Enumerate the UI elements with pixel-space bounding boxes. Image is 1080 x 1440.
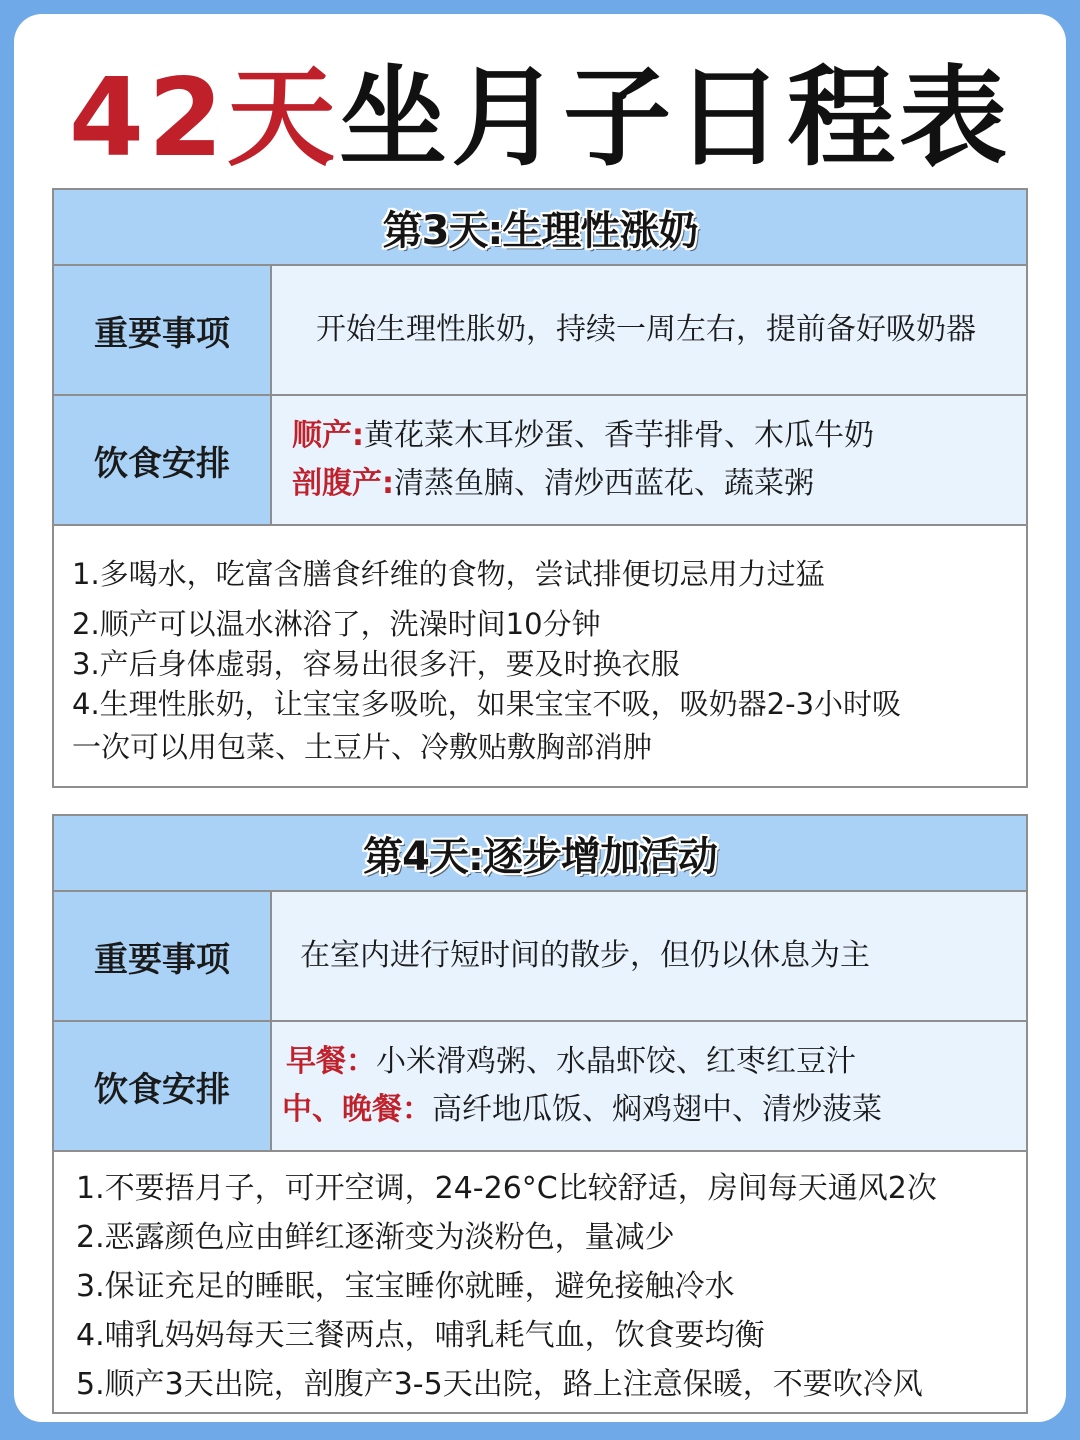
- diet-text: 高纤地瓜饭、焖鸡翅中、清炒菠菜: [432, 1092, 882, 1127]
- day-4-diet-label: 饮食安排: [54, 1022, 272, 1150]
- day-4-note-2: 2.恶露颜色应由鲜红逐渐变为淡粉色，量减少: [76, 1220, 675, 1255]
- day-4-card: [52, 814, 1028, 1414]
- page-title-days: 42天: [68, 56, 340, 181]
- day-3-diet-line-1: [292, 412, 1026, 460]
- day-4-diet-content: [272, 1022, 1026, 1150]
- diet-key: 剖腹产:: [292, 466, 394, 501]
- day-4-important-label: 重要事项: [54, 892, 272, 1020]
- day-4-note-3: 3.保证充足的睡眠，宝宝睡你就睡，避免接触冷水: [76, 1269, 735, 1304]
- day-3-diet-label: 饮食安排: [54, 396, 272, 524]
- day-4-note-4: 4.哺乳妈妈每天三餐两点，哺乳耗气血，饮食要均衡: [76, 1318, 765, 1353]
- day-4-notes: [54, 1152, 1026, 1409]
- diet-key: 顺产:: [292, 418, 364, 453]
- page-title: [14, 54, 1066, 184]
- diet-text: 清蒸鱼腩、清炒西蓝花、蔬菜粥: [394, 466, 814, 501]
- diet-key: 早餐：: [286, 1044, 376, 1079]
- day-3-note-2: 2.顺产可以温水淋浴了，洗澡时间10分钟: [72, 607, 601, 641]
- day-3-diet-content: [272, 396, 1026, 524]
- day-3-diet-line-2: [292, 460, 1026, 508]
- day-4-diet-line-1: [282, 1038, 1026, 1086]
- day-4-important-row: [54, 892, 1026, 1022]
- diet-key: 中、晚餐：: [282, 1092, 432, 1127]
- day-4-heading-bar: [54, 816, 1026, 892]
- day-3-heading: 第3天:生理性涨奶: [382, 207, 698, 254]
- day-4-diet-row: [54, 1022, 1026, 1152]
- day-3-notes: [54, 526, 1026, 770]
- day-3-note-4: 4.生理性胀奶，让宝宝多吸吮，如果宝宝不吸，吸奶器2-3小时吸: [72, 687, 902, 721]
- day-4-note-5: 5.顺产3天出院，剖腹产3-5天出院，路上注意保暖，不要吹冷风: [76, 1367, 923, 1402]
- day-4-important-content: [272, 892, 1026, 1020]
- day-4-important-text: 在室内进行短时间的散步，但仍以休息为主: [300, 938, 870, 973]
- page-title-text: 坐月子日程表: [339, 56, 1012, 181]
- day-3-note-3: 3.产后身体虚弱，容易出很多汗，要及时换衣服: [72, 647, 680, 681]
- schedule-page: [14, 14, 1066, 1422]
- day-3-note-1: 1.多喝水，吃富含膳食纤维的食物，尝试排便切忌用力过猛: [72, 557, 825, 591]
- day-4-diet-line-2: [282, 1086, 1026, 1134]
- day-3-card: [52, 188, 1028, 788]
- day-3-important-row: [54, 266, 1026, 396]
- day-3-important-label: 重要事项: [54, 266, 272, 394]
- day-4-heading: 第4天:逐步增加活动: [363, 833, 717, 880]
- diet-text: 小米滑鸡粥、水晶虾饺、红枣红豆汁: [376, 1044, 856, 1079]
- day-3-diet-row: [54, 396, 1026, 526]
- day-3-important-text: 开始生理性胀奶，持续一周左右，提前备好吸奶器: [316, 312, 976, 347]
- day-4-note-1: 1.不要捂月子，可开空调，24-26°C比较舒适，房间每天通风2次: [76, 1171, 937, 1206]
- day-3-note-4-continued: 一次可以用包菜、土豆片、冷敷贴敷胸部消肿: [72, 730, 653, 764]
- day-3-important-content: [272, 266, 1026, 394]
- day-3-heading-bar: [54, 190, 1026, 266]
- diet-text: 黄花菜木耳炒蛋、香芋排骨、木瓜牛奶: [364, 418, 874, 453]
